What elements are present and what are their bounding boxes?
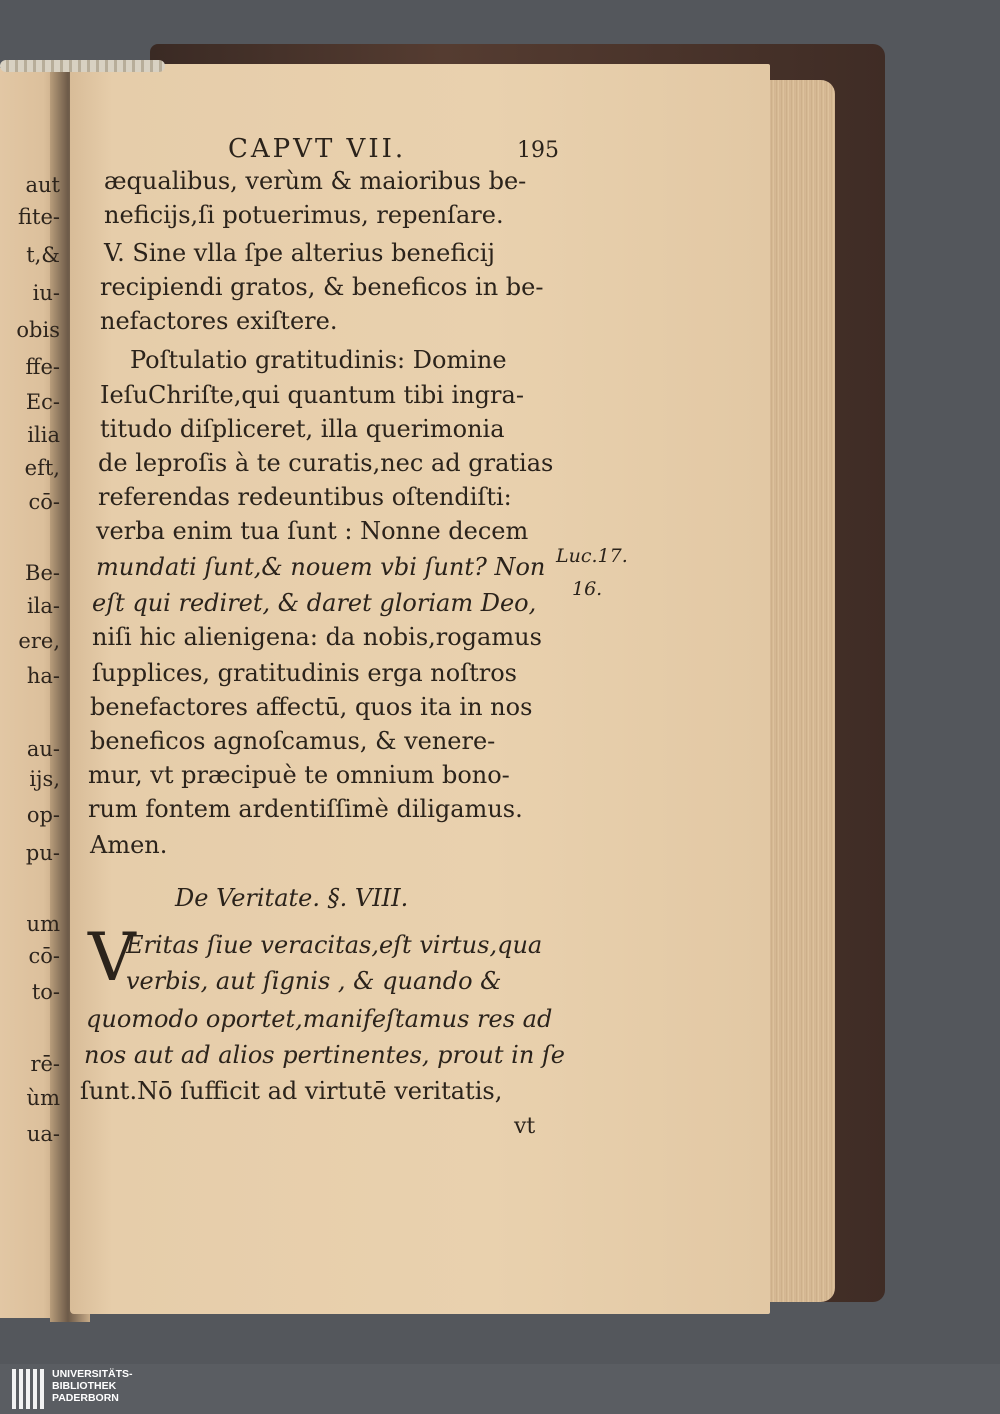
section-line: ſunt.Nō ſufficit ad virtutē veritatis, [80,1077,503,1105]
left-page-fragment: t,& [26,243,60,267]
logo-line-3: PADERBORN [52,1392,119,1404]
text-line: Poſtulatio gratitudinis: Domine [130,346,507,374]
text-line: de leproſis à te curatis,nec ad gratias [98,449,554,477]
text-line: rum fontem ardentiſſimè diligamus. [88,795,523,823]
left-page-fragment: Be- [25,561,60,585]
left-page-fragment: ffe- [25,355,60,379]
text-line: niſi hic alienigena: da nobis,rogamus [92,623,542,651]
left-page-fragment: ila- [26,594,60,618]
left-page-fragment: fite- [18,205,60,229]
text-line: referendas redeuntibus oſtendiſti: [98,483,512,511]
left-page-fragment: ilia [27,423,60,447]
text-line: eſt qui rediret, & daret gloriam Deo, [92,589,537,617]
section-line: verbis, aut ſignis , & quando & [126,967,502,995]
left-page-fragment: iu- [32,281,60,305]
text-line: ſupplices, gratitudinis erga noſtros [92,659,517,687]
left-page-fragment: obis [16,318,60,342]
binding-string [0,60,165,72]
margin-note-verse: 16. [572,578,603,600]
text-line: V. Sine vlla ſpe alterius beneficij [104,239,495,267]
library-footer [0,1364,1000,1414]
section-line: Eritas ſiue veracitas,eſt virtus,qua [126,931,543,959]
left-page-fragment: ua- [26,1122,60,1146]
section-line: quomodo oportet,manifeſtamus res ad [86,1005,553,1033]
drop-capital: V [88,919,136,996]
left-page-fragment: aut [25,173,60,197]
text-line: mur, vt præcipuè te omnium bono- [88,761,510,789]
left-page-fragment: ere, [18,629,60,653]
logo-line-2: BIBLIOTHEK [52,1380,117,1392]
left-page-fragment: au- [26,737,60,761]
left-page-fragment: ha- [26,664,60,688]
text-line: beneficos agnoſcamus, & venere- [90,727,496,755]
text-line: nefactores exiſtere. [100,307,338,335]
running-header: CAPVT VII. [228,134,407,164]
text-line: neficijs,ſi potuerimus, repenſare. [104,201,504,229]
library-logo-text [52,1368,133,1404]
left-page-fragment: to- [31,980,60,1004]
text-line: recipiendi gratos, & beneficos in be- [100,273,544,301]
left-page-fragment: rē- [30,1052,60,1076]
catchword: vt [514,1114,536,1139]
left-page-fragment: pu- [25,841,60,865]
text-line: IeſuChriſte,qui quantum tibi ingra- [100,381,524,409]
section-line: nos aut ad alios pertinentes, prout in ſe [84,1041,566,1069]
text-line: titudo diſpliceret, illa querimonia [100,415,505,443]
page-number: 195 [517,138,559,163]
section-title: De Veritate. §. VIII. [175,884,409,912]
left-page-fragment: um [26,912,60,936]
text-line: benefactores affectū, quos ita in nos [90,693,533,721]
margin-note-ref: Luc.17. [556,545,628,567]
logo-line-1: UNIVERSITÄTS- [52,1368,133,1380]
library-logo-icon [12,1369,48,1409]
left-page-fragment: op- [26,803,60,827]
left-page-fragment: ijs, [29,767,60,791]
left-page-fragment: ùm [26,1086,60,1110]
text-line: æqualibus, verùm & maioribus be- [104,167,527,195]
left-page-fragment: cō- [28,490,60,514]
text-line: verba enim tua ſunt : Nonne decem [96,517,529,545]
text-line: Amen. [90,831,168,859]
left-page-fragment: cō- [28,944,60,968]
text-line: mundati ſunt,& nouem vbi ſunt? Non [96,553,546,581]
left-page-fragment: Ec- [25,390,60,414]
left-page-fragment: eft, [24,456,60,480]
